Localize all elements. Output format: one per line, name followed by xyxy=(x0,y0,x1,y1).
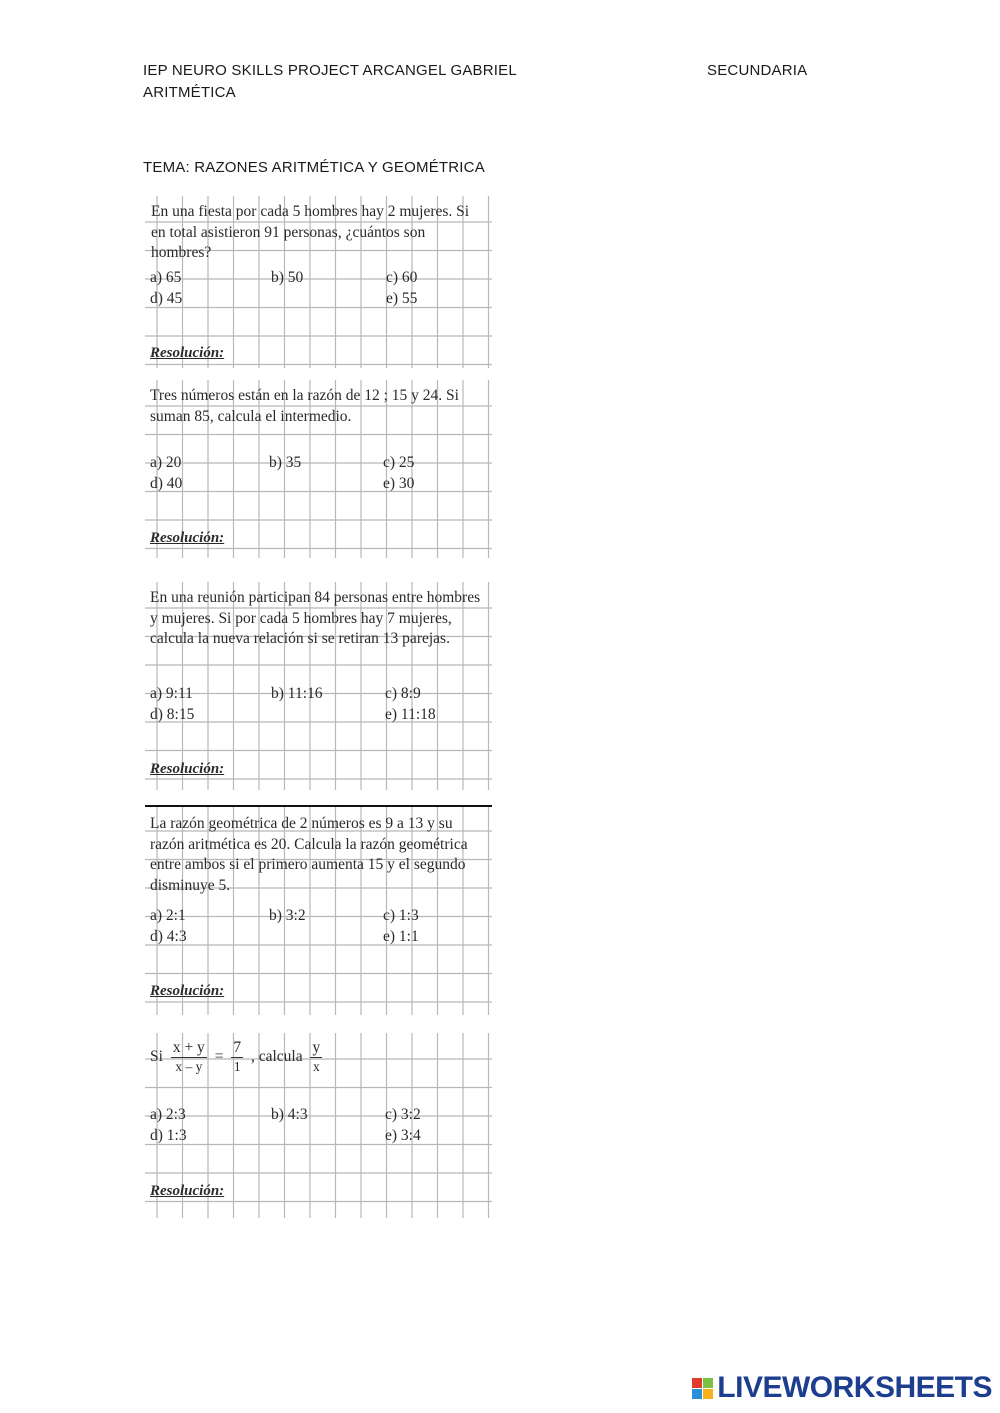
topic-title: TEMA: RAZONES ARITMÉTICA Y GEOMÉTRICA xyxy=(143,159,485,176)
option-b[interactable]: b) 3:2 xyxy=(269,907,306,924)
option-d[interactable]: d) 1:3 xyxy=(150,1127,187,1144)
option-d[interactable]: d) 40 xyxy=(150,475,183,492)
problem-3 xyxy=(145,582,492,790)
option-a[interactable]: a) 2:3 xyxy=(150,1106,186,1123)
fraction-numerator: y xyxy=(312,1039,321,1056)
fraction-x-plus-y xyxy=(171,1039,207,1076)
fraction-denominator: x xyxy=(312,1059,320,1074)
option-e[interactable]: e) 11:18 xyxy=(385,706,436,723)
option-b[interactable]: b) 4:3 xyxy=(271,1106,308,1123)
question-prefix: Si xyxy=(150,1048,163,1066)
liveworksheets-logo[interactable] xyxy=(692,1371,992,1405)
option-e[interactable]: e) 1:1 xyxy=(383,928,419,945)
problem-question: En una fiesta por cada 5 hombres hay 2 mujeres. Si en total asistieron 91 personas, ¿cuántos son hombres? xyxy=(151,203,470,261)
resolution-label: Resolución: xyxy=(150,761,225,777)
option-e[interactable]: e) 30 xyxy=(383,475,415,492)
option-b[interactable]: b) 50 xyxy=(271,269,304,286)
option-e[interactable]: e) 55 xyxy=(386,290,418,307)
resolution-label: Resolución: xyxy=(150,983,225,999)
option-d[interactable]: d) 8:15 xyxy=(150,706,195,723)
problem-question: En una reunión participan 84 personas entre hombres y mujeres. Si por cada 5 hombres hay 7 mujeres, calcula la nueva relación si se retiran 13 parejas. xyxy=(150,589,481,647)
resolution-label: Resolución: xyxy=(150,1183,225,1199)
school-name: IEP NEURO SKILLS PROJECT ARCANGEL GABRIEL xyxy=(143,62,517,79)
option-c[interactable]: c) 25 xyxy=(383,454,415,471)
option-b[interactable]: b) 35 xyxy=(269,454,302,471)
problem-4 xyxy=(145,805,492,1015)
problem-1 xyxy=(145,196,492,368)
resolution-label: Resolución: xyxy=(150,345,225,361)
subject: ARITMÉTICA xyxy=(143,84,236,101)
problem-2 xyxy=(145,380,492,558)
option-e[interactable]: e) 3:4 xyxy=(385,1127,421,1144)
option-c[interactable]: c) 8:9 xyxy=(385,685,421,702)
option-d[interactable]: d) 45 xyxy=(150,290,183,307)
problem-5 xyxy=(145,1033,492,1218)
option-c[interactable]: c) 60 xyxy=(386,269,418,286)
problem-question: La razón geométrica de 2 números es 9 a 13 y su razón aritmética es 20. Calcula la razón geométrica entre ambos si el primero aumenta 15 y el segundo disminuye 5. xyxy=(150,815,468,894)
resolution-label: Resolución: xyxy=(150,530,225,546)
option-b[interactable]: b) 11:16 xyxy=(271,685,323,702)
school-level: SECUNDARIA xyxy=(707,62,808,79)
question-middle: , calcula xyxy=(250,1048,303,1066)
option-a[interactable]: a) 65 xyxy=(150,269,182,286)
problem-question: Tres números están en la razón de 12 ; 15 y 24. Si suman 85, calcula el intermedio. xyxy=(150,387,459,425)
option-c[interactable]: c) 1:3 xyxy=(383,907,419,924)
liveworksheets-mark-icon xyxy=(692,1378,713,1399)
option-a[interactable]: a) 20 xyxy=(150,454,182,471)
option-c[interactable]: c) 3:2 xyxy=(385,1106,421,1123)
fraction-ratio xyxy=(231,1039,243,1076)
fraction-y-over-x xyxy=(310,1039,322,1076)
fraction-numerator: x + y xyxy=(172,1039,205,1056)
fraction-denominator: x – y xyxy=(175,1059,203,1074)
divider-line xyxy=(145,805,492,807)
liveworksheets-logo-text: LIVEWORKSHEETS xyxy=(717,1371,992,1404)
problem-question xyxy=(150,1039,484,1076)
option-a[interactable]: a) 2:1 xyxy=(150,907,186,924)
fraction-numerator: 7 xyxy=(233,1039,242,1056)
option-d[interactable]: d) 4:3 xyxy=(150,928,187,945)
fraction-denominator: 1 xyxy=(233,1059,241,1074)
option-a[interactable]: a) 9:11 xyxy=(150,685,193,702)
equals-sign: = xyxy=(214,1048,224,1066)
